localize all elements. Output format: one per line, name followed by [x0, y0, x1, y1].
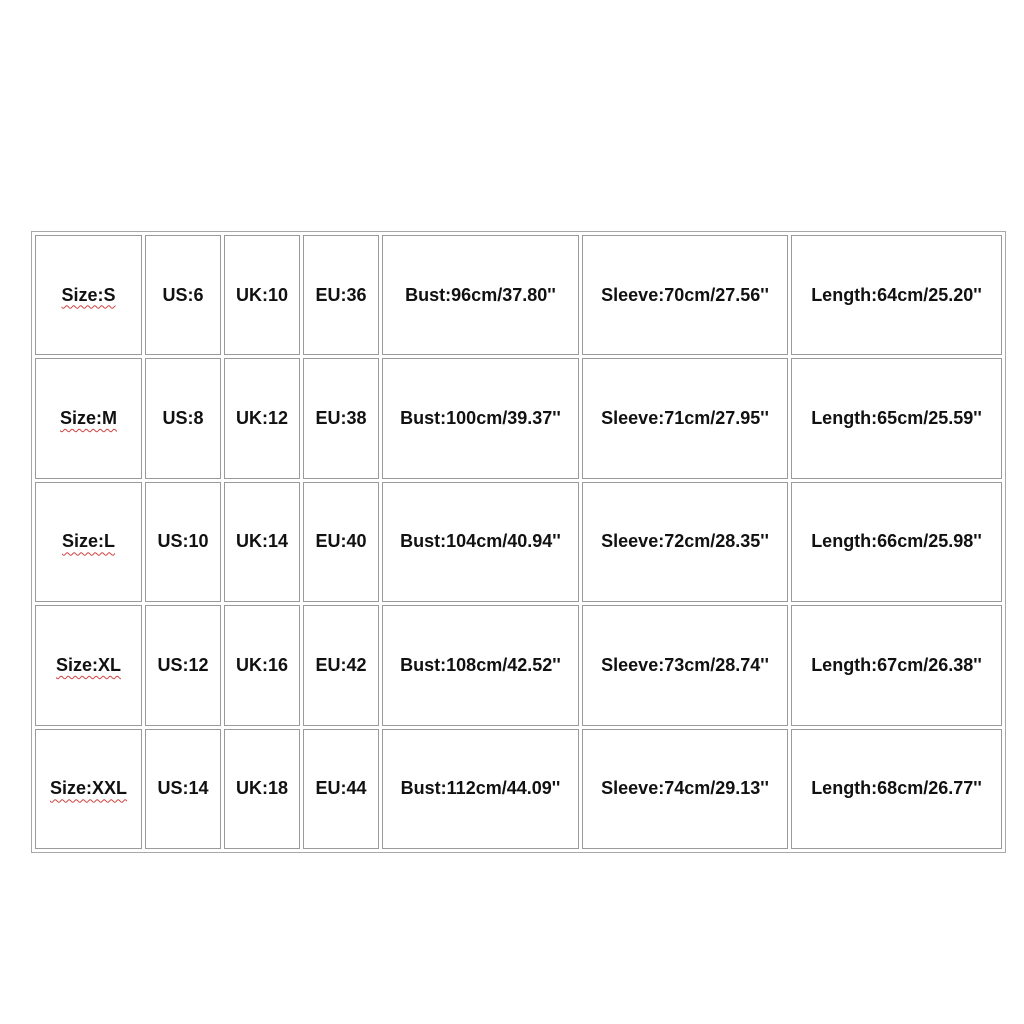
uk-size-cell: UK:10 — [224, 235, 300, 355]
length-cell: Length:64cm/25.20'' — [791, 235, 1002, 355]
sleeve-cell: Sleeve:74cm/29.13'' — [582, 729, 788, 849]
eu-size-cell: EU:42 — [303, 605, 379, 725]
size-label: Size:M — [59, 408, 117, 429]
us-size-cell: US:8 — [145, 358, 221, 478]
table-row — [35, 358, 1002, 478]
table-row — [35, 235, 1002, 355]
bust-cell: Bust:104cm/40.94'' — [382, 482, 579, 602]
length-cell: Length:68cm/26.77'' — [791, 729, 1002, 849]
us-size-cell: US:6 — [145, 235, 221, 355]
us-size-cell: US:14 — [145, 729, 221, 849]
sleeve-cell: Sleeve:73cm/28.74'' — [582, 605, 788, 725]
eu-size-cell: EU:40 — [303, 482, 379, 602]
size-chart-table — [31, 231, 1006, 853]
uk-size-cell: UK:16 — [224, 605, 300, 725]
eu-size-cell: EU:38 — [303, 358, 379, 478]
table-row — [35, 729, 1002, 849]
us-size-cell: US:12 — [145, 605, 221, 725]
size-label: Size:XXL — [49, 778, 128, 799]
sleeve-cell: Sleeve:72cm/28.35'' — [582, 482, 788, 602]
uk-size-cell: UK:18 — [224, 729, 300, 849]
size-label: Size:S — [61, 284, 116, 305]
size-label: Size:L — [61, 531, 115, 552]
bust-cell: Bust:108cm/42.52'' — [382, 605, 579, 725]
length-cell: Length:65cm/25.59'' — [791, 358, 1002, 478]
eu-size-cell: EU:44 — [303, 729, 379, 849]
sleeve-cell: Sleeve:71cm/27.95'' — [582, 358, 788, 478]
size-cell — [35, 482, 142, 602]
size-label: Size:XL — [55, 654, 121, 675]
sleeve-cell: Sleeve:70cm/27.56'' — [582, 235, 788, 355]
size-cell — [35, 605, 142, 725]
bust-cell: Bust:96cm/37.80'' — [382, 235, 579, 355]
table-row — [35, 605, 1002, 725]
us-size-cell: US:10 — [145, 482, 221, 602]
bust-cell: Bust:112cm/44.09'' — [382, 729, 579, 849]
eu-size-cell: EU:36 — [303, 235, 379, 355]
size-cell — [35, 729, 142, 849]
length-cell: Length:67cm/26.38'' — [791, 605, 1002, 725]
uk-size-cell: UK:12 — [224, 358, 300, 478]
bust-cell: Bust:100cm/39.37'' — [382, 358, 579, 478]
size-cell — [35, 235, 142, 355]
uk-size-cell: UK:14 — [224, 482, 300, 602]
size-cell — [35, 358, 142, 478]
length-cell: Length:66cm/25.98'' — [791, 482, 1002, 602]
table-row — [35, 482, 1002, 602]
